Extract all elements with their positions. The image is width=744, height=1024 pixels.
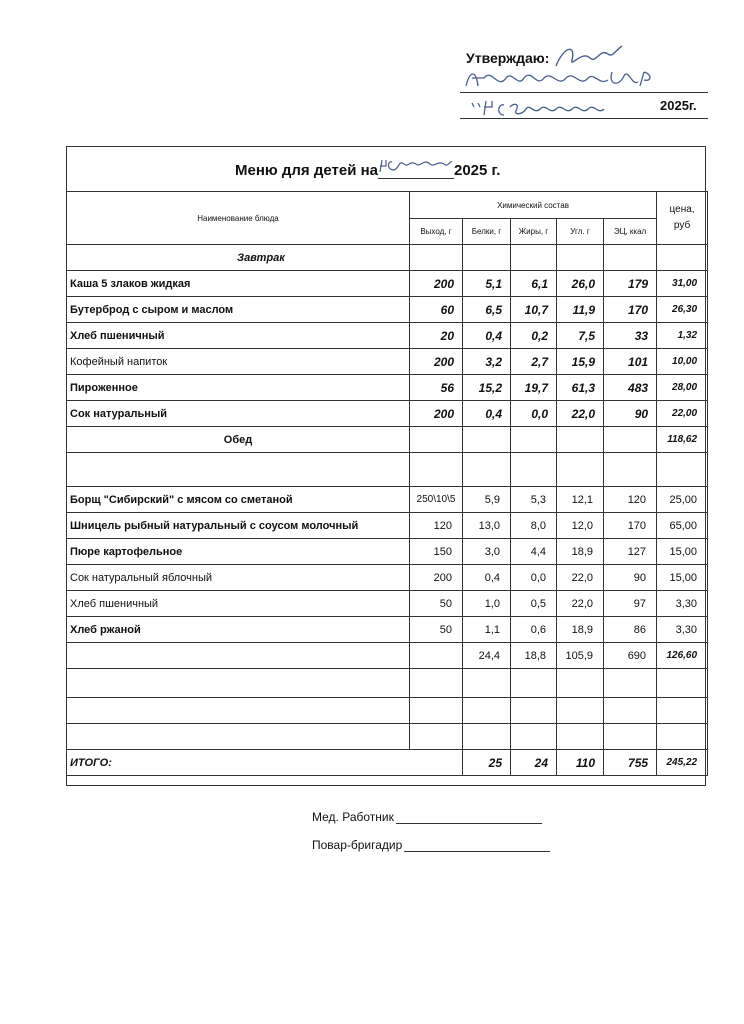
table-row bbox=[67, 617, 708, 643]
signature-med bbox=[312, 796, 550, 824]
menu-table bbox=[66, 191, 708, 776]
dish-name: Пироженное bbox=[67, 375, 410, 401]
cell-carbs: 18,9 bbox=[557, 617, 604, 643]
header-col: Белки, г bbox=[463, 219, 511, 245]
cell-carbs: 11,9 bbox=[557, 297, 604, 323]
title-prefix: Меню для детей на bbox=[235, 162, 378, 179]
approval-block bbox=[460, 40, 710, 130]
header-chem: Химический состав bbox=[410, 192, 657, 219]
grand-total-fat: 24 bbox=[511, 750, 557, 776]
cell-price: 3,30 bbox=[657, 591, 708, 617]
cell-out: 200 bbox=[410, 271, 463, 297]
cell-kcal: 127 bbox=[604, 539, 657, 565]
cell-protein: 3,2 bbox=[463, 349, 511, 375]
cell-out: 200 bbox=[410, 401, 463, 427]
signature-line bbox=[396, 813, 542, 824]
table-row bbox=[67, 513, 708, 539]
date-blank bbox=[378, 160, 454, 179]
signatures bbox=[312, 796, 550, 852]
table-row bbox=[67, 375, 708, 401]
grand-total-price: 245,22 bbox=[657, 750, 708, 776]
dish-name: Сок натуральный bbox=[67, 401, 410, 427]
cell-carbs: 12,1 bbox=[557, 487, 604, 513]
cell-out: 200 bbox=[410, 565, 463, 591]
dish-name: Бутерброд с сыром и маслом bbox=[67, 297, 410, 323]
dish-name: Хлеб ржаной bbox=[67, 617, 410, 643]
cell-kcal: 97 bbox=[604, 591, 657, 617]
dish-name: Хлеб пшеничный bbox=[67, 591, 410, 617]
cell-fat: 0,0 bbox=[511, 565, 557, 591]
table-row bbox=[67, 323, 708, 349]
handwritten-name bbox=[462, 64, 662, 94]
cell-fat: 6,1 bbox=[511, 271, 557, 297]
cell-out: 150 bbox=[410, 539, 463, 565]
cell-price: 65,00 bbox=[657, 513, 708, 539]
table-row bbox=[67, 401, 708, 427]
cell-fat: 0,5 bbox=[511, 591, 557, 617]
cell-kcal: 90 bbox=[604, 401, 657, 427]
approval-label: Утверждаю: bbox=[466, 50, 550, 66]
cell-protein: 13,0 bbox=[463, 513, 511, 539]
table-row bbox=[67, 591, 708, 617]
dish-name: Шницель рыбный натуральный с соусом молочный bbox=[67, 513, 410, 539]
signature-line bbox=[404, 841, 550, 852]
cell-price: 31,00 bbox=[657, 271, 708, 297]
signature-cook bbox=[312, 824, 550, 852]
lunch-totals-row bbox=[67, 643, 708, 669]
grand-total-carbs: 110 bbox=[557, 750, 604, 776]
cell-carbs: 15,9 bbox=[557, 349, 604, 375]
cell-kcal: 483 bbox=[604, 375, 657, 401]
table-row bbox=[67, 297, 708, 323]
cell-carbs: 22,0 bbox=[557, 591, 604, 617]
cell-kcal: 170 bbox=[604, 297, 657, 323]
cell-kcal: 90 bbox=[604, 565, 657, 591]
lunch-total-protein: 24,4 bbox=[463, 643, 511, 669]
cell-kcal: 170 bbox=[604, 513, 657, 539]
cell-fat: 0,2 bbox=[511, 323, 557, 349]
cell-out: 50 bbox=[410, 591, 463, 617]
cell-protein: 15,2 bbox=[463, 375, 511, 401]
title-row bbox=[67, 147, 705, 192]
header-price: цена, руб bbox=[657, 192, 708, 245]
section-breakfast: Завтрак bbox=[67, 245, 410, 271]
cell-carbs: 22,0 bbox=[557, 565, 604, 591]
cell-price: 25,00 bbox=[657, 487, 708, 513]
cell-out: 120 bbox=[410, 513, 463, 539]
cell-kcal: 101 bbox=[604, 349, 657, 375]
cell-protein: 3,0 bbox=[463, 539, 511, 565]
table-row bbox=[67, 487, 708, 513]
cell-price: 22,00 bbox=[657, 401, 708, 427]
cell-carbs: 18,9 bbox=[557, 539, 604, 565]
dish-name: Каша 5 злаков жидкая bbox=[67, 271, 410, 297]
cell-kcal: 33 bbox=[604, 323, 657, 349]
dish-name: Сок натуральный яблочный bbox=[67, 565, 410, 591]
approval-year: 2025г. bbox=[660, 98, 697, 113]
cell-price: 26,30 bbox=[657, 297, 708, 323]
cell-out: 50 bbox=[410, 617, 463, 643]
cell-out: 200 bbox=[410, 349, 463, 375]
dish-name: Пюре картофельное bbox=[67, 539, 410, 565]
grand-total-label: ИТОГО: bbox=[67, 750, 463, 776]
cell-fat: 0,6 bbox=[511, 617, 557, 643]
header-col: Выход, г bbox=[410, 219, 463, 245]
dish-name: Хлеб пшеничный bbox=[67, 323, 410, 349]
cell-out: 250\10\5 bbox=[410, 487, 463, 513]
page-title bbox=[235, 160, 500, 179]
cell-fat: 5,3 bbox=[511, 487, 557, 513]
cell-carbs: 61,3 bbox=[557, 375, 604, 401]
cell-price: 28,00 bbox=[657, 375, 708, 401]
lunch-total-kcal: 690 bbox=[604, 643, 657, 669]
handwritten-date bbox=[470, 97, 620, 119]
cell-fat: 4,4 bbox=[511, 539, 557, 565]
cell-carbs: 12,0 bbox=[557, 513, 604, 539]
cell-out: 60 bbox=[410, 297, 463, 323]
table-row bbox=[67, 349, 708, 375]
cell-protein: 0,4 bbox=[463, 401, 511, 427]
divider bbox=[460, 92, 708, 93]
cell-protein: 5,9 bbox=[463, 487, 511, 513]
cell-carbs: 26,0 bbox=[557, 271, 604, 297]
grand-total-row bbox=[67, 750, 708, 776]
lunch-total-price: 126,60 bbox=[657, 643, 708, 669]
cell-protein: 0,4 bbox=[463, 565, 511, 591]
cell-price: 15,00 bbox=[657, 565, 708, 591]
cell-fat: 8,0 bbox=[511, 513, 557, 539]
cell-fat: 19,7 bbox=[511, 375, 557, 401]
signature-cook-label: Повар-бригадир bbox=[312, 838, 403, 852]
cell-kcal: 120 bbox=[604, 487, 657, 513]
table-row bbox=[67, 565, 708, 591]
cell-fat: 10,7 bbox=[511, 297, 557, 323]
table-row bbox=[67, 539, 708, 565]
lunch-total-carbs: 105,9 bbox=[557, 643, 604, 669]
cell-protein: 1,0 bbox=[463, 591, 511, 617]
cell-price: 3,30 bbox=[657, 617, 708, 643]
breakfast-total-price: 118,62 bbox=[657, 427, 708, 453]
cell-protein: 6,5 bbox=[463, 297, 511, 323]
cell-kcal: 86 bbox=[604, 617, 657, 643]
cell-price: 10,00 bbox=[657, 349, 708, 375]
dish-name: Борщ "Сибирский" с мясом со сметаной bbox=[67, 487, 410, 513]
cell-protein: 1,1 bbox=[463, 617, 511, 643]
signature-med-label: Мед. Работник bbox=[312, 810, 394, 824]
handwritten-title-date bbox=[378, 154, 454, 176]
title-suffix: 2025 г. bbox=[454, 162, 501, 179]
cell-price: 15,00 bbox=[657, 539, 708, 565]
cell-protein: 0,4 bbox=[463, 323, 511, 349]
cell-carbs: 22,0 bbox=[557, 401, 604, 427]
header-col: Угл. г bbox=[557, 219, 604, 245]
cell-fat: 2,7 bbox=[511, 349, 557, 375]
header-col: Жиры, г bbox=[511, 219, 557, 245]
cell-kcal: 179 bbox=[604, 271, 657, 297]
cell-out: 56 bbox=[410, 375, 463, 401]
section-lunch: Обед bbox=[67, 427, 410, 453]
cell-fat: 0,0 bbox=[511, 401, 557, 427]
cell-carbs: 7,5 bbox=[557, 323, 604, 349]
grand-total-kcal: 755 bbox=[604, 750, 657, 776]
header-name: Наименование блюда bbox=[67, 192, 410, 245]
cell-out: 20 bbox=[410, 323, 463, 349]
divider bbox=[460, 118, 708, 119]
cell-protein: 5,1 bbox=[463, 271, 511, 297]
table-row bbox=[67, 271, 708, 297]
cell-price: 1,32 bbox=[657, 323, 708, 349]
dish-name: Кофейный напиток bbox=[67, 349, 410, 375]
lunch-total-fat: 18,8 bbox=[511, 643, 557, 669]
header-col: ЭЦ, ккал bbox=[604, 219, 657, 245]
grand-total-protein: 25 bbox=[463, 750, 511, 776]
